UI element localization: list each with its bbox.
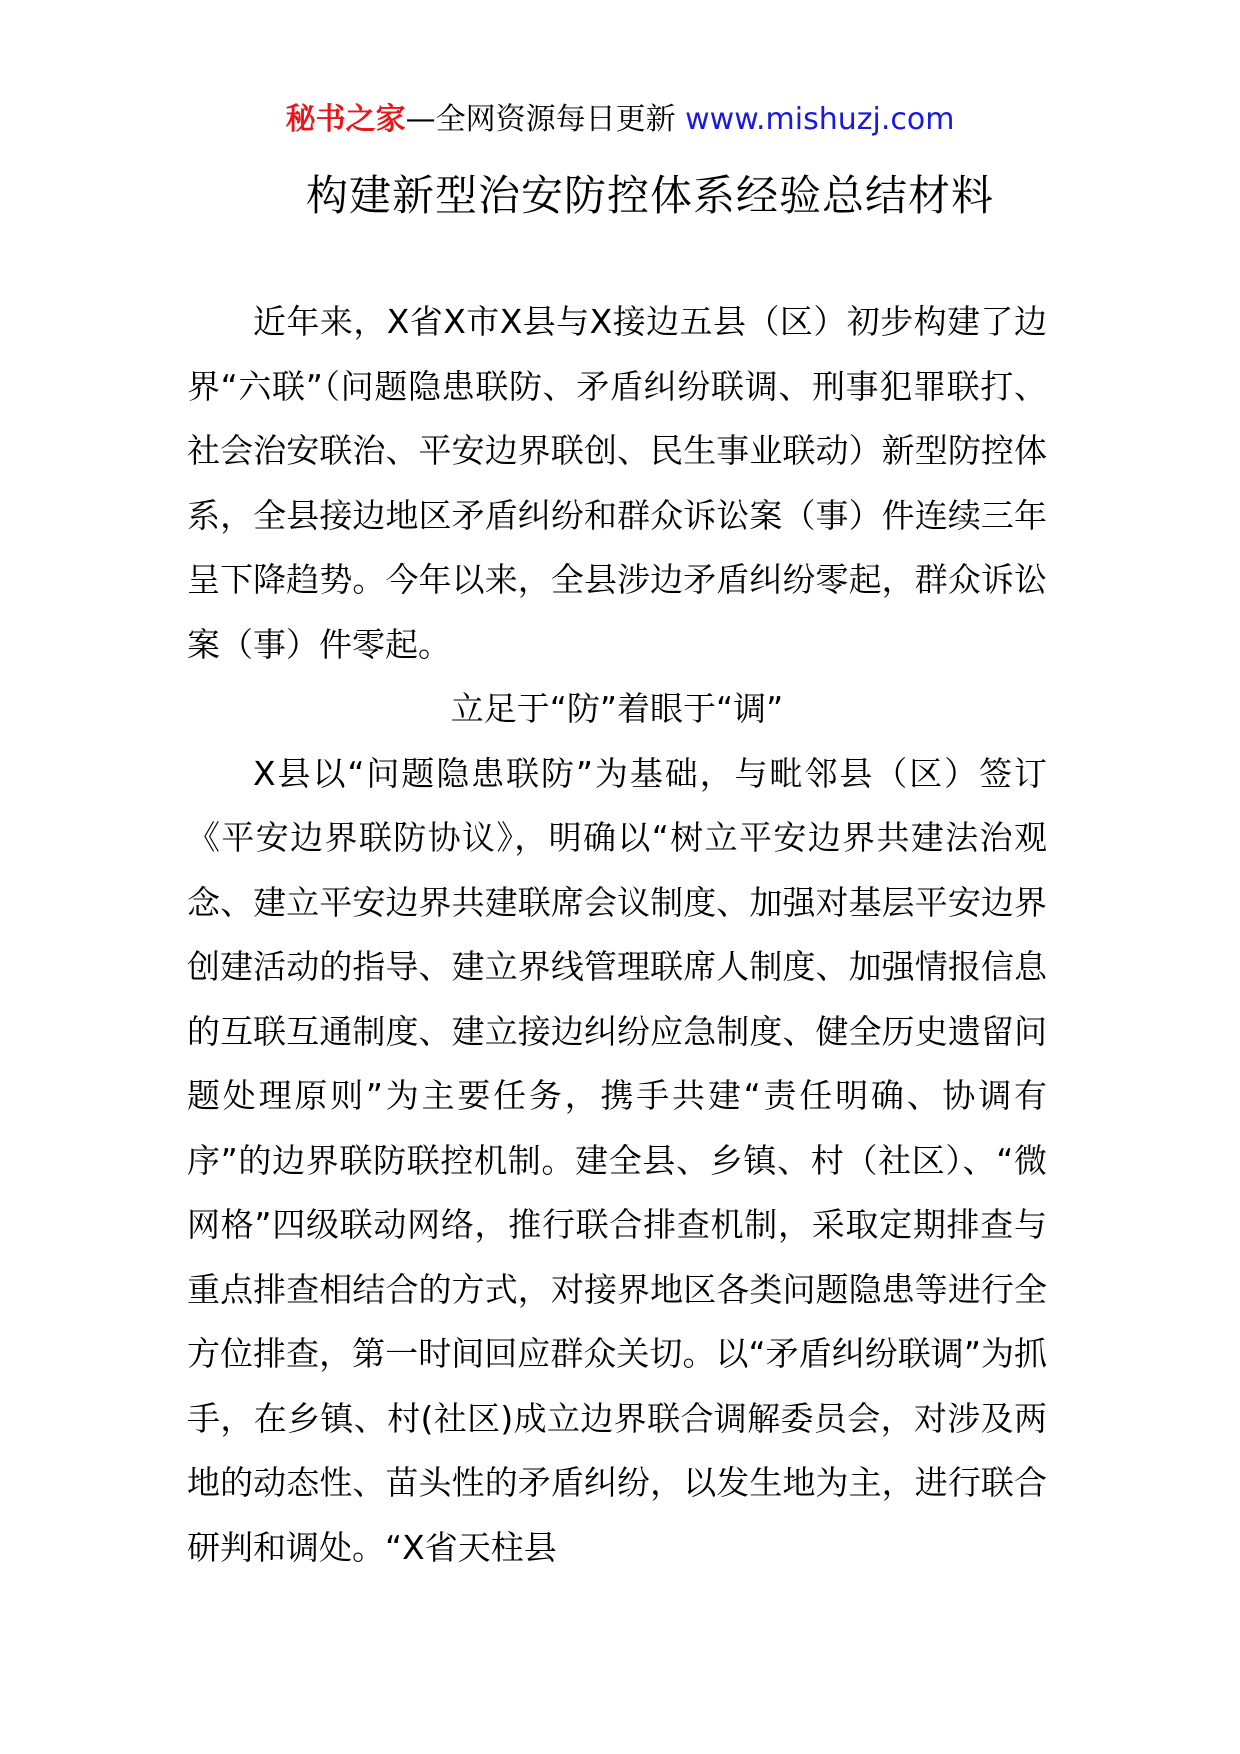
brand-name: 秘书之家 — [285, 102, 406, 137]
section-paragraph: X县以“问题隐患联防”为基础，与毗邻县（区）签订《平安边界联防协议》，明确以“树立平安边界共建法治观念、建立平安边界共建联席会议制度、加强对基层平安边界创建活动的指导、建立界线管理联席人制度、加强情报信息的互联互通制度、建立接边纠纷应急制度、健全历史遗留问题处理原则”为主要任务，携手共建“责任明确、协调有序”的边界联防联控机制。建全县、乡镇、村（社区）、“微网格”四级联动网络，推行联合排查机制，采取定期排查与重点排查相结合的方式，对接界地区各类问题隐患等进行全方位排查，第一时间回应群众关切。以“矛盾纠纷联调”为抓手，在乡镇、村(社区)成立边界联合调解委员会，对涉及两地的动态性、苗头性的矛盾纠纷，以发生地为主，进行联合研判和调处。“X省天柱县 — [187, 753, 1047, 1567]
document-body — [187, 290, 1047, 1580]
site-header — [0, 100, 1240, 140]
section-heading: 立足于“防”着眼于“调” — [450, 689, 784, 728]
intro-paragraph: 近年来，X省X市X县与X接边五县（区）初步构建了边界“六联”（问题隐患联防、矛盾纠纷联调、刑事犯罪联打、社会治安联治、平安边界联创、民生事业联动）新型防控体系，全县接边地区矛盾纠纷和群众诉讼案（事）件连续三年呈下降趋势。今年以来，全县涉边矛盾纠纷零起，群众诉讼案（事）件零起。 — [187, 302, 1047, 664]
site-url-link[interactable]: www.mishuzj.com — [685, 102, 955, 137]
site-tagline: —全网资源每日更新 — [405, 102, 686, 137]
document-title: 构建新型治安防控体系经验总结材料 — [305, 171, 994, 220]
